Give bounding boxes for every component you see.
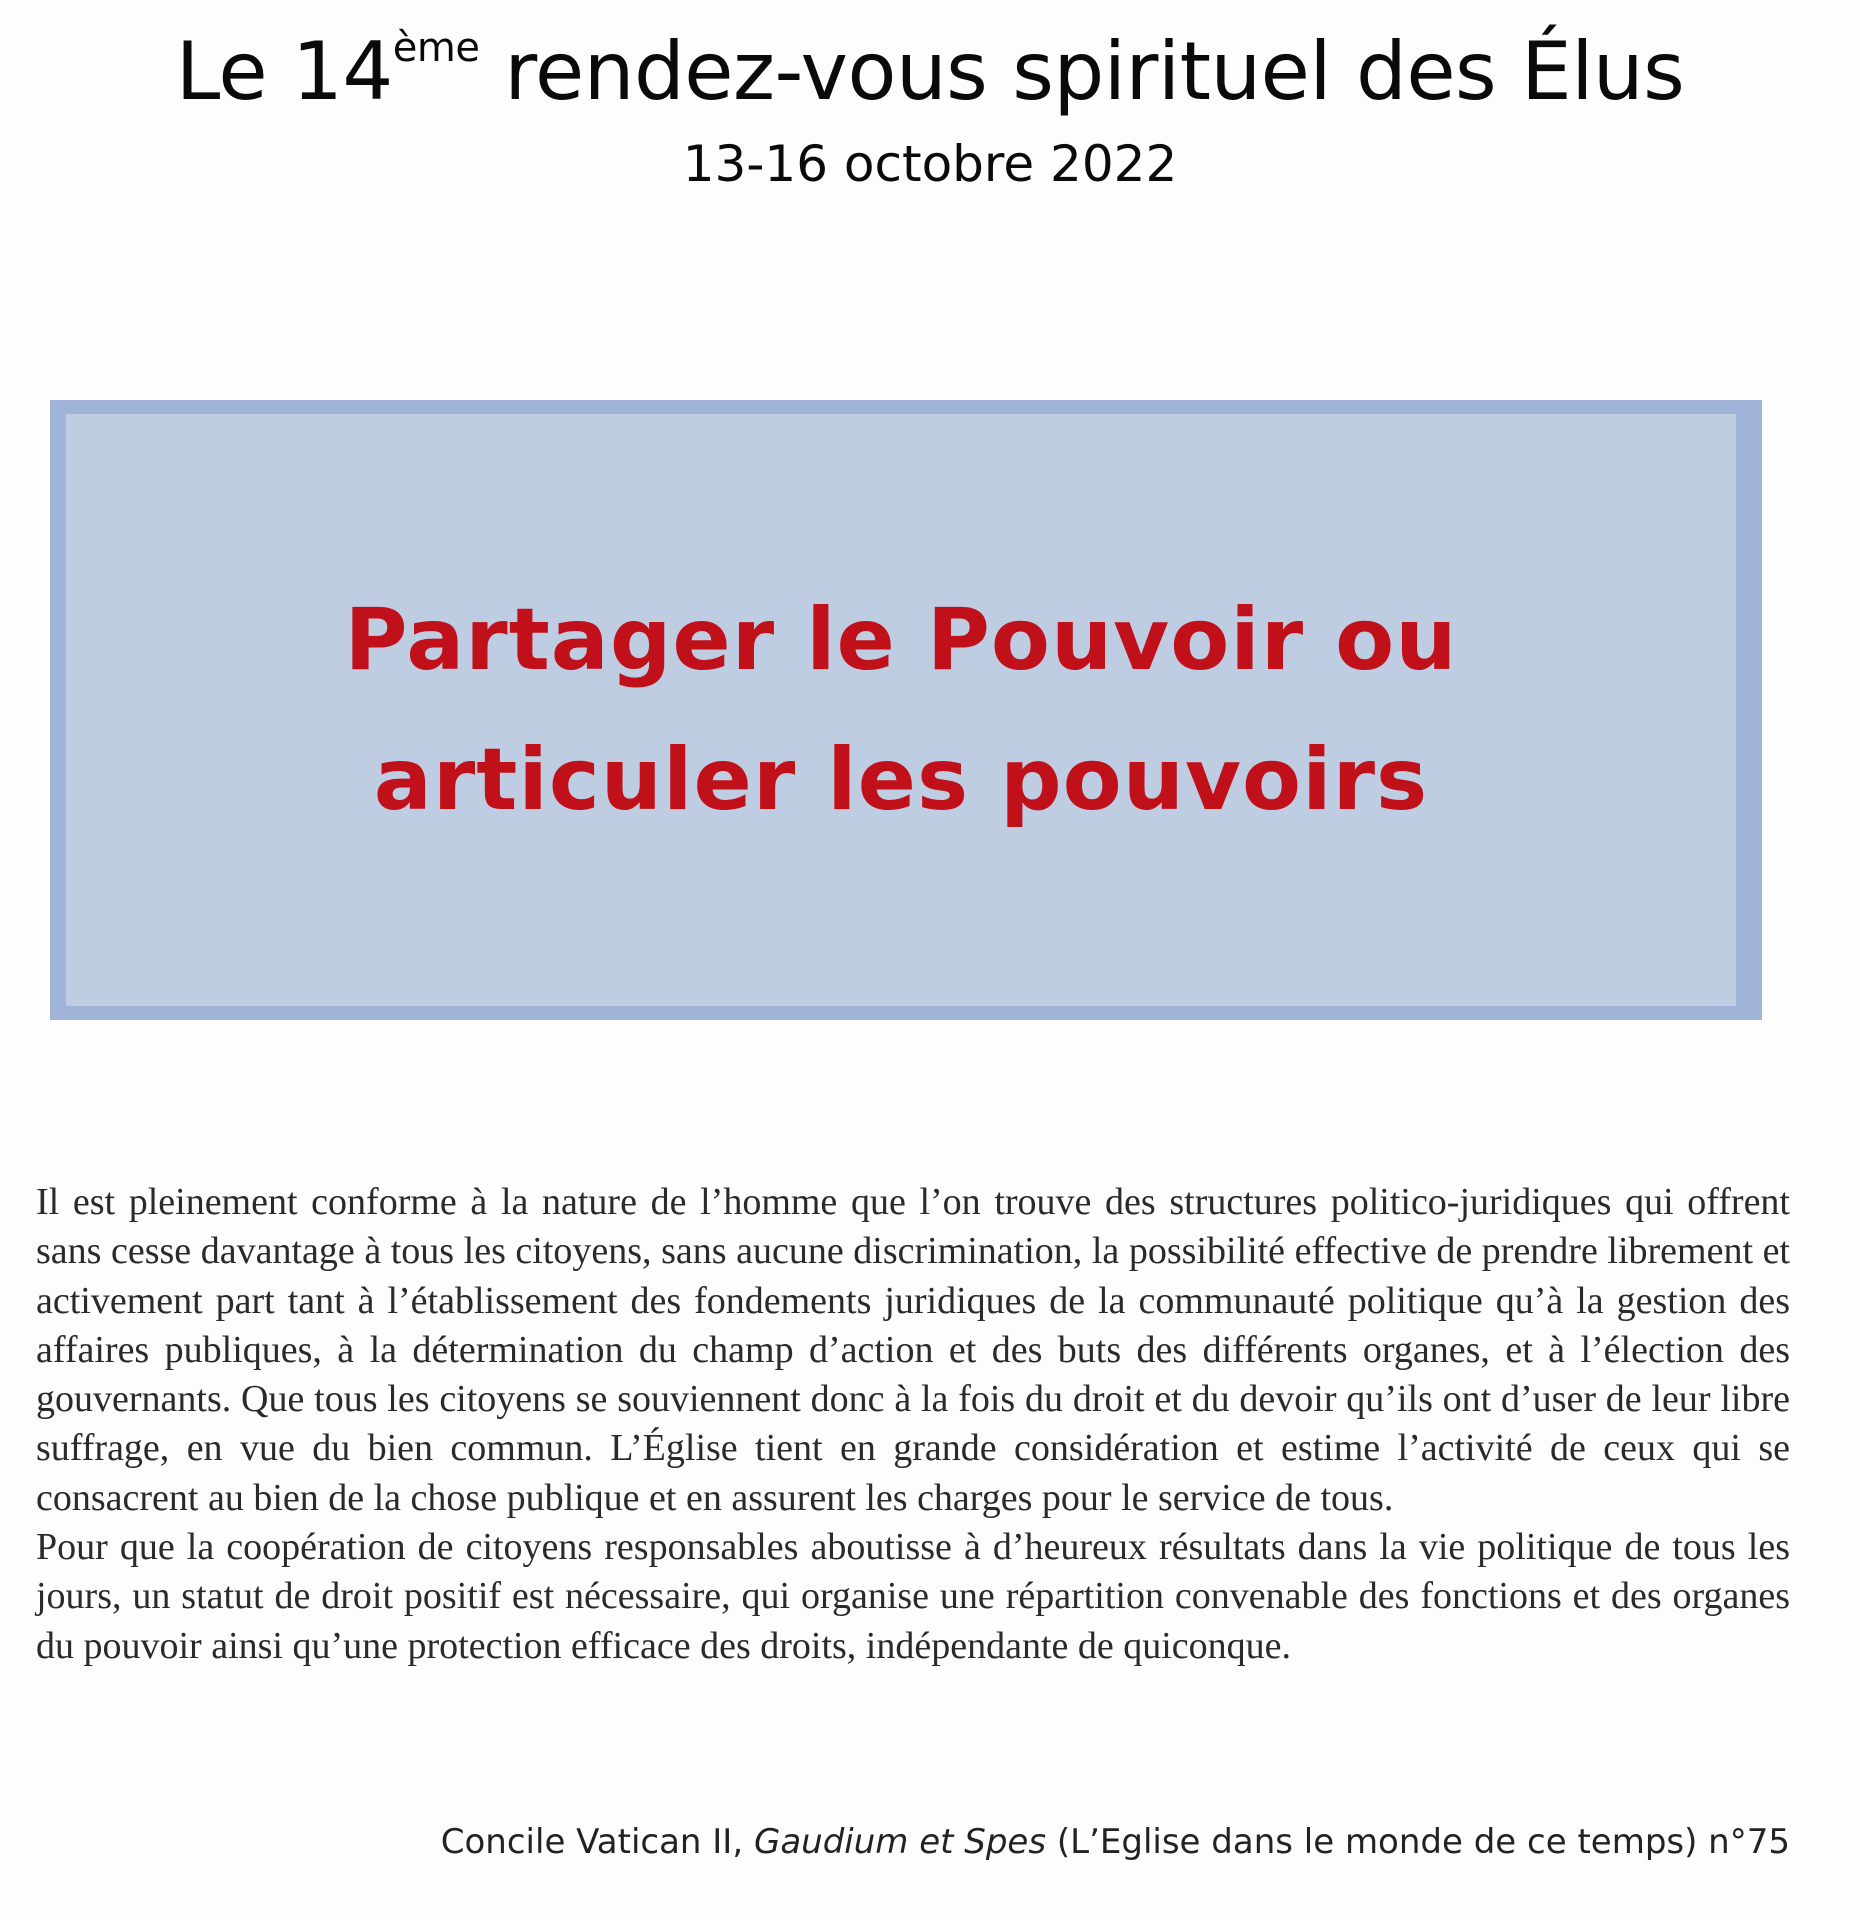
banner-title-line1: Partager le Pouvoir ou — [344, 590, 1458, 690]
quotation-source — [441, 1818, 1790, 1866]
source-suffix: (L’Eglise dans le monde de ce temps) n°75 — [1046, 1822, 1790, 1862]
banner-title-line2: articuler les pouvoirs — [373, 730, 1429, 830]
quotation-paragraph-1: Il est pleinement conforme à la nature de l’homme que l’on trouve des structures politico-juridiques qui offrent sans cesse davantage à tous les citoyens, sans aucune discrimination, la possibilité effective de prendre librement et activement part tant à l’établissement des fondements juridiques de la communauté politique qu’à la gestion des affaires publiques, à la détermination du champ d’action et des buts des différents organes, et à l’élection des gouvernants. Que tous les citoyens se souviennent donc à la fois du droit et du devoir qu’ils ont d’user de leur libre suffrage, en vue du bien commun. L’Église tient en grande considération et estime l’activité de ceux qui se consacrent au bien de la chose publique et en assurent les charges pour le service de tous. — [36, 1181, 1790, 1519]
source-prefix: Concile Vatican II, — [440, 1822, 754, 1862]
document-header — [0, 22, 1860, 196]
banner-title — [345, 570, 1458, 850]
quotation-paragraph-2: Pour que la coopération de citoyens responsables aboutisse à d’heureux résultats dans la vie politique de tous les jours, un statut de droit positif est nécessaire, qui organise une répartition convenable des fonctions et des organes du pouvoir ainsi qu’une protection efficace des droits, indépendante de quiconque. — [36, 1526, 1790, 1667]
title-superscript: ème — [392, 25, 480, 71]
theme-banner — [50, 400, 1762, 1020]
event-dates: 13-16 octobre 2022 — [682, 135, 1178, 193]
page-title — [0, 22, 1860, 122]
source-work-title: Gaudium et Spes — [753, 1822, 1047, 1862]
title-main: Le 14 — [175, 25, 393, 118]
quotation-body — [36, 1178, 1790, 1671]
title-rest: rendez-vous spirituel des Élus — [479, 25, 1685, 118]
